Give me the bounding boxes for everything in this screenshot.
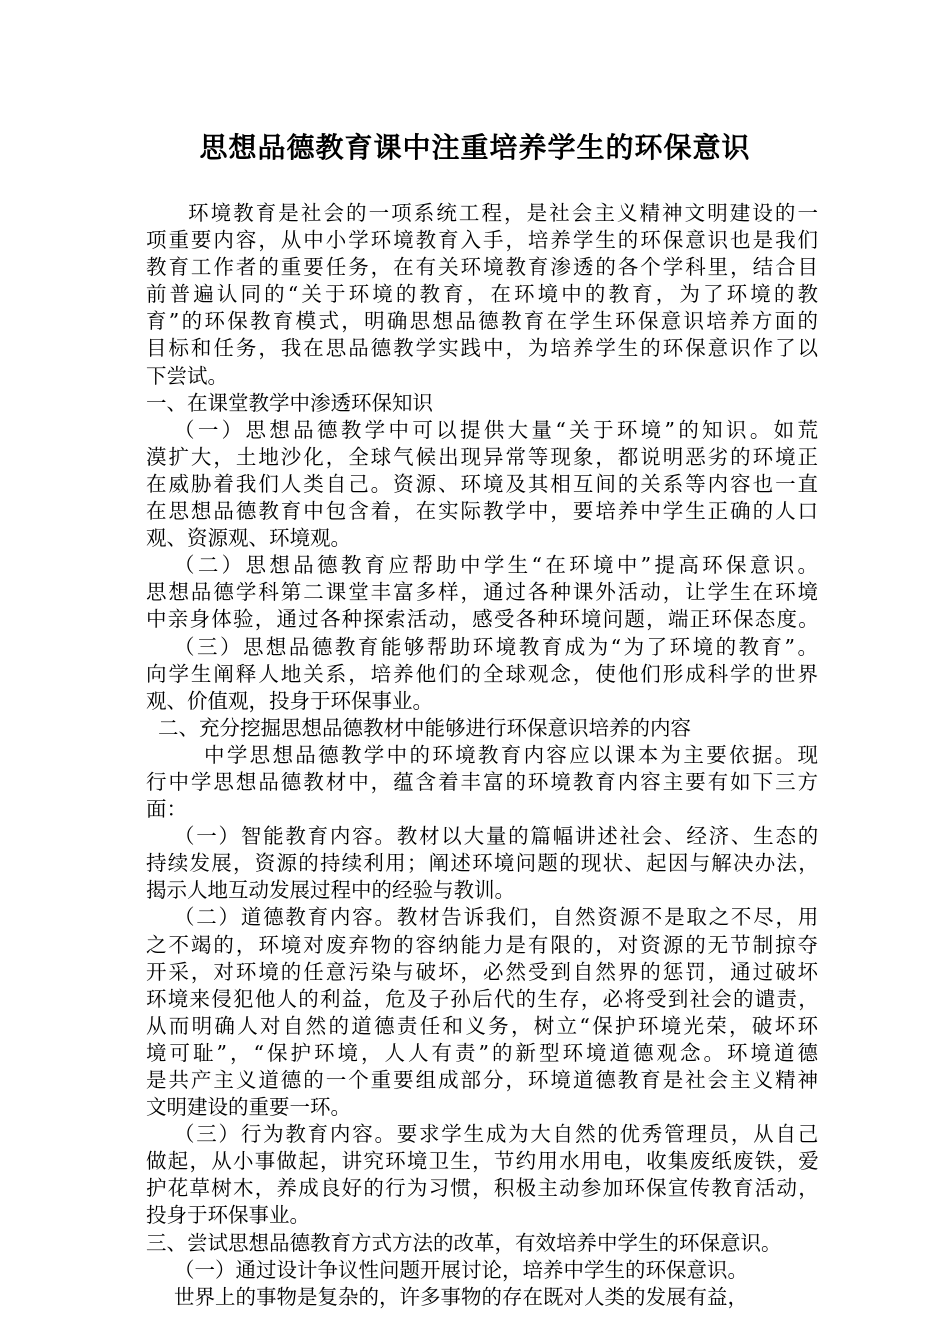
text-line: 中学思想品德教学中的环境教育内容应以课本为主要依据。现	[204, 742, 821, 767]
text-line: 开采，对环境的任意污染与破坏，必然受到自然界的惩罚，通过破坏	[146, 959, 820, 984]
text-line: 护花草树木，养成良好的行为习惯，积极主动参加环保宣传教育活动，	[146, 1176, 820, 1201]
text-line: 前普遍认同的“关于环境的教育，在环境中的教育，为了环境的教	[146, 282, 822, 307]
text-line: 持续发展，资源的持续利用；阐述环境问题的现状、起因与解决办法，	[146, 851, 820, 876]
document-title: 思想品德教育课中注重培养学生的环保意识	[199, 131, 751, 164]
text-line: 下尝试。	[146, 363, 228, 388]
text-line: 之不竭的，环境对废弃物的容纳能力是有限的，对资源的无节制掠夺	[146, 932, 820, 957]
text-line: 中亲身体验，通过各种探索活动，感受各种环境问题，端正环保态度。	[146, 607, 820, 632]
text-line: 行中学思想品德教材中，蕴含着丰富的环境教育内容主要有如下三方	[146, 769, 820, 794]
text-line: 面：	[146, 797, 187, 822]
text-line: （一）智能教育内容。教材以大量的篇幅讲述社会、经济、生态的	[174, 824, 820, 849]
text-line: 观、资源观、环境观。	[146, 526, 351, 551]
text-line: （三）思想品德教育能够帮助环境教育成为“为了环境的教育”。	[174, 634, 821, 659]
text-line: 境可耻”，“保护环境，人人有责”的新型环境道德观念。环境道德	[146, 1040, 821, 1065]
text-line: 环境教育是社会的一项系统工程，是社会主义精神文明建设的一	[188, 201, 821, 225]
text-line: （一）思想品德教学中可以提供大量“关于环境”的知识。如荒	[174, 417, 822, 442]
text-line: 漠扩大，土地沙化，全球气候出现异常等现象，都说明恶劣的环境正	[146, 444, 820, 469]
text-line: 是共产主义道德的一个重要组成部分，环境道德教育是社会主义精神	[146, 1068, 820, 1092]
text-line: 环境来侵犯他人的利益，危及子孙后代的生存，必将受到社会的谴责，	[146, 986, 820, 1011]
text-line: 投身于环保事业。	[146, 1203, 310, 1228]
section-heading: 二、充分挖掘思想品德教材中能够进行环保意识培养的内容	[158, 715, 691, 740]
text-line: 育”的环保教育模式，明确思想品德教育在学生环保意识培养方面的	[146, 309, 821, 334]
text-line: 教育工作者的重要任务，在有关环境教育渗透的各个学科里，结合目	[146, 255, 820, 280]
section-heading: 一、在课堂教学中渗透环保知识	[146, 390, 433, 415]
text-line: 文明建设的重要一环。	[146, 1095, 351, 1120]
text-line: （二）思想品德教育应帮助中学生“在环境中”提高环保意识。	[174, 553, 822, 578]
subsection-heading: （一）通过设计争议性问题开展讨论，培养中学生的环保意识。	[174, 1257, 748, 1282]
text-line: 世界上的事物是复杂的，许多事物的存在既对人类的发展有益，	[174, 1284, 748, 1309]
text-line: 向学生阐释人地关系，培养他们的全球观念，使他们形成科学的世界	[146, 661, 820, 686]
document-body	[146, 200, 822, 1311]
text-line: 思想品德学科第二课堂丰富多样，通过各种课外活动，让学生在环境	[146, 580, 820, 605]
text-line: 揭示人地互动发展过程中的经验与教训。	[146, 878, 515, 903]
text-line: 做起，从小事做起，讲究环境卫生，节约用水用电，收集废纸废铁，爱	[146, 1149, 820, 1174]
text-line: 目标和任务，我在思品德教学实践中，为培养学生的环保意识作了以	[146, 336, 820, 361]
text-line: 观、价值观，投身于环保事业。	[146, 688, 433, 713]
text-line: （三）行为教育内容。要求学生成为大自然的优秀管理员，从自己	[174, 1122, 820, 1147]
text-line: 从而明确人对自然的道德责任和义务，树立“保护环境光荣，破坏环	[146, 1013, 821, 1038]
text-line: 在思想品德教育中包含着，在实际教学中，要培养中学生正确的人口	[146, 499, 820, 524]
text-line: 项重要内容，从中小学环境教育入手，培养学生的环保意识也是我们	[146, 228, 820, 253]
text-line: （二）道德教育内容。教材告诉我们，自然资源不是取之不尽，用	[174, 905, 820, 930]
text-line: 在威胁着我们人类自己。资源、环境及其相互间的关系等内容也一直	[146, 471, 820, 496]
section-heading: 三、尝试思想品德教育方式方法的改革，有效培养中学生的环保意识。	[146, 1230, 782, 1255]
